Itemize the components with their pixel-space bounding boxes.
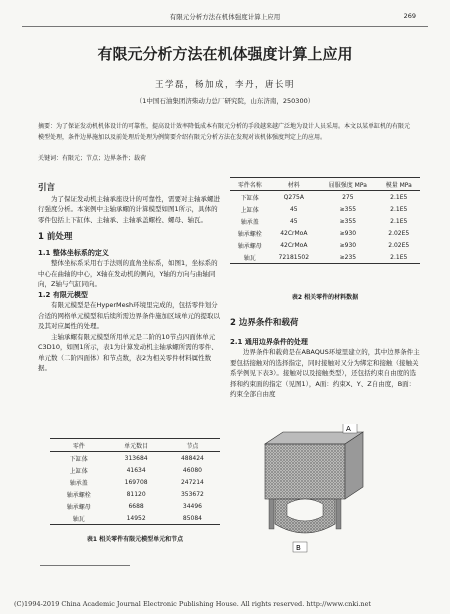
section-1-2-text-1: 有限元模型是在HyperMesh环境里完成的，包括零件划分合适的网格单元模型和后续所需边界条件施加区域单元的提取以及其对应属性的处理。 — [38, 301, 220, 330]
table-cell: 轴瓦 — [50, 512, 107, 525]
table-1-header-row — [50, 439, 220, 452]
table-cell: 下缸体 — [69, 455, 88, 463]
table-1-header: 零件 — [50, 439, 107, 452]
table-2-header: 模量 MPa — [378, 178, 420, 191]
section-2-1-text: 边界条件和载荷是在ABAQUS环境里建立的，其中边界条件主要包括接触对的选择指定，同时接触对又分为绑定和接触（接触关系学例见下表3）。接触对以及接触类型），还包括约束自由度的选择和约束面的指定（见图1），A面：约束X、Y、Z自由度，B面：约束全部自由度 — [230, 348, 420, 398]
table-row — [230, 251, 420, 264]
table-row — [50, 452, 220, 465]
table-cell: 14952 — [107, 512, 164, 525]
table-cell: 轴承螺母 — [237, 242, 262, 250]
table-row — [230, 191, 420, 204]
table-2-header: 屈服强度 MPa — [318, 178, 377, 191]
table-cell: 轴承螺栓 — [66, 491, 91, 499]
table-1-header: 节点 — [165, 439, 220, 452]
table-2-header: 材料 — [269, 178, 318, 191]
table-cell: 247214 — [180, 478, 204, 486]
left-column — [38, 183, 220, 374]
table-cell: 2.02E5 — [388, 241, 410, 249]
table-cell: 2.1E5 — [378, 251, 420, 264]
section-1-2-text-2: 主轴承螺有限元模型所用单元是二阶的10节点四面体单元C3D10，如图1所示，表1为计算发动机主轴承螺所需的零件、单元数（二阶四面体）和节点数，表2为相关零件材料属性数据。 — [38, 332, 218, 372]
section-2-heading: 2 边界条件和载荷 — [230, 318, 299, 328]
right-column — [230, 318, 420, 400]
table-cell: 353672 — [180, 490, 204, 498]
section-1-2-heading: 1.2 有限元模型 — [38, 290, 88, 299]
table-cell: ≥930 — [339, 241, 357, 249]
table-cell: Q275A — [283, 193, 304, 201]
table-cell: 313684 — [124, 454, 148, 462]
figure-1-mesh-model — [245, 424, 385, 554]
table-cell: 488424 — [180, 454, 204, 462]
table-row — [230, 227, 420, 239]
keywords: 关键词：有限元；节点；边界条件；载荷 — [38, 155, 147, 162]
section-2-1-heading: 2.1 通用边界条件的处理 — [230, 337, 308, 346]
table-cell: 下缸体 — [240, 194, 259, 202]
table-cell: 2.02E5 — [388, 229, 410, 237]
section-1-heading: 1 前处理 — [38, 232, 73, 242]
header-divider — [22, 26, 428, 27]
label-b: B — [296, 544, 301, 552]
footnote-divider — [40, 565, 130, 566]
table-row — [50, 512, 220, 525]
table-cell: ≥930 — [339, 229, 357, 237]
table-row — [230, 239, 420, 251]
table-2 — [230, 177, 420, 264]
running-header-title: 有限元分析方法在机体强度计算上应用 — [169, 13, 281, 21]
table-row — [230, 215, 420, 227]
page-number: 269 — [403, 12, 416, 20]
table-cell: 85084 — [165, 512, 220, 525]
table-cell: 42CrMoA — [280, 241, 308, 249]
bearing-bore — [287, 499, 323, 521]
running-header — [0, 10, 450, 24]
intro-heading: 引言 — [38, 183, 56, 193]
table-cell: 45 — [289, 217, 298, 225]
table-1-caption: 表1 相关零件有限元模型单元和节点 — [86, 536, 184, 543]
table-cell: ≥355 — [339, 205, 357, 213]
table-cell: 轴瓦 — [230, 251, 269, 264]
affiliation: （1中国石油集团济柴动力总厂研究院，山东济南，250300） — [135, 97, 315, 105]
section-1-1-heading: 1.1 整体坐标系的定义 — [38, 248, 109, 257]
table-2-header-row — [230, 178, 420, 191]
block-side-face — [345, 432, 363, 499]
table-2-caption: 表2 相关零件的材料数据 — [291, 294, 359, 301]
table-row — [50, 464, 220, 476]
table-cell: 2.1E5 — [390, 205, 408, 213]
table-cell: 41634 — [126, 466, 146, 474]
table-row — [50, 488, 220, 500]
bolt-left — [269, 499, 274, 529]
table-cell: 72181502 — [269, 251, 318, 264]
intro-text: 为了保证发动机主轴承座设计的可靠性，需要对主轴承螺进行强度分析。本案例中主轴承螺的计算模型如图1所示，具体的零件包括上下缸体、主轴承、主轴承盖螺栓、螺母、轴瓦。 — [38, 194, 220, 224]
label-a: A — [346, 425, 351, 433]
table-cell: 275 — [342, 193, 354, 201]
table-cell: 6688 — [128, 502, 144, 510]
table-cell: 34496 — [182, 502, 202, 510]
table-cell: 轴承螺母 — [66, 503, 91, 511]
table-cell: ≥355 — [339, 217, 357, 225]
table-row — [230, 203, 420, 215]
table-cell: 42CrMoA — [280, 229, 308, 237]
paper-title: 有限元分析方法在机体强度计算上应用 — [97, 45, 353, 63]
table-1 — [50, 438, 220, 525]
table-cell: 81120 — [126, 490, 146, 498]
table-cell: 45 — [289, 205, 298, 213]
table-1-header: 单元数目 — [107, 439, 164, 452]
section-1-1-text: 整体坐标系采用右手法则的直角坐标系，如图1，坐标系的中心在曲轴的中心，X轴在发动机的侧向，Y轴的方向与曲轴同向，Z轴与气缸同向。 — [38, 259, 218, 288]
copyright-footer: (C)1994-2019 China Academic Journal Electronic Publishing House. All rights reserved. http://www.cnki.net — [14, 600, 372, 608]
table-row — [50, 476, 220, 488]
table-cell: ≥235 — [318, 251, 377, 264]
table-cell: 2.1E5 — [390, 217, 408, 225]
table-cell: 上缸体 — [69, 467, 88, 475]
table-cell: 轴承盖 — [240, 218, 259, 226]
table-cell: 上缸体 — [240, 206, 259, 214]
table-cell: 轴承螺栓 — [237, 230, 262, 238]
abstract: 摘要：为了保证发动机机体设计的可靠性，提高设计效率降低成本有限元分析的手段越来越广泛地为设计人员采用。本文以某单缸机的有限元模型处理，条件边界施加以及前处理后处理为例简要介绍有限元分析方法在发现对该机体强度判定上的应用。 — [38, 123, 411, 141]
authors: 王学磊，杨加成，李丹，唐长明 — [154, 80, 295, 90]
table-cell: 轴承盖 — [69, 479, 88, 487]
table-row — [50, 500, 220, 512]
table-cell: 169708 — [124, 478, 148, 486]
table-cell: 46080 — [182, 466, 202, 474]
table-2-header: 零件名称 — [230, 178, 269, 191]
table-cell: 2.1E5 — [390, 193, 408, 201]
bolt-right — [336, 499, 341, 529]
